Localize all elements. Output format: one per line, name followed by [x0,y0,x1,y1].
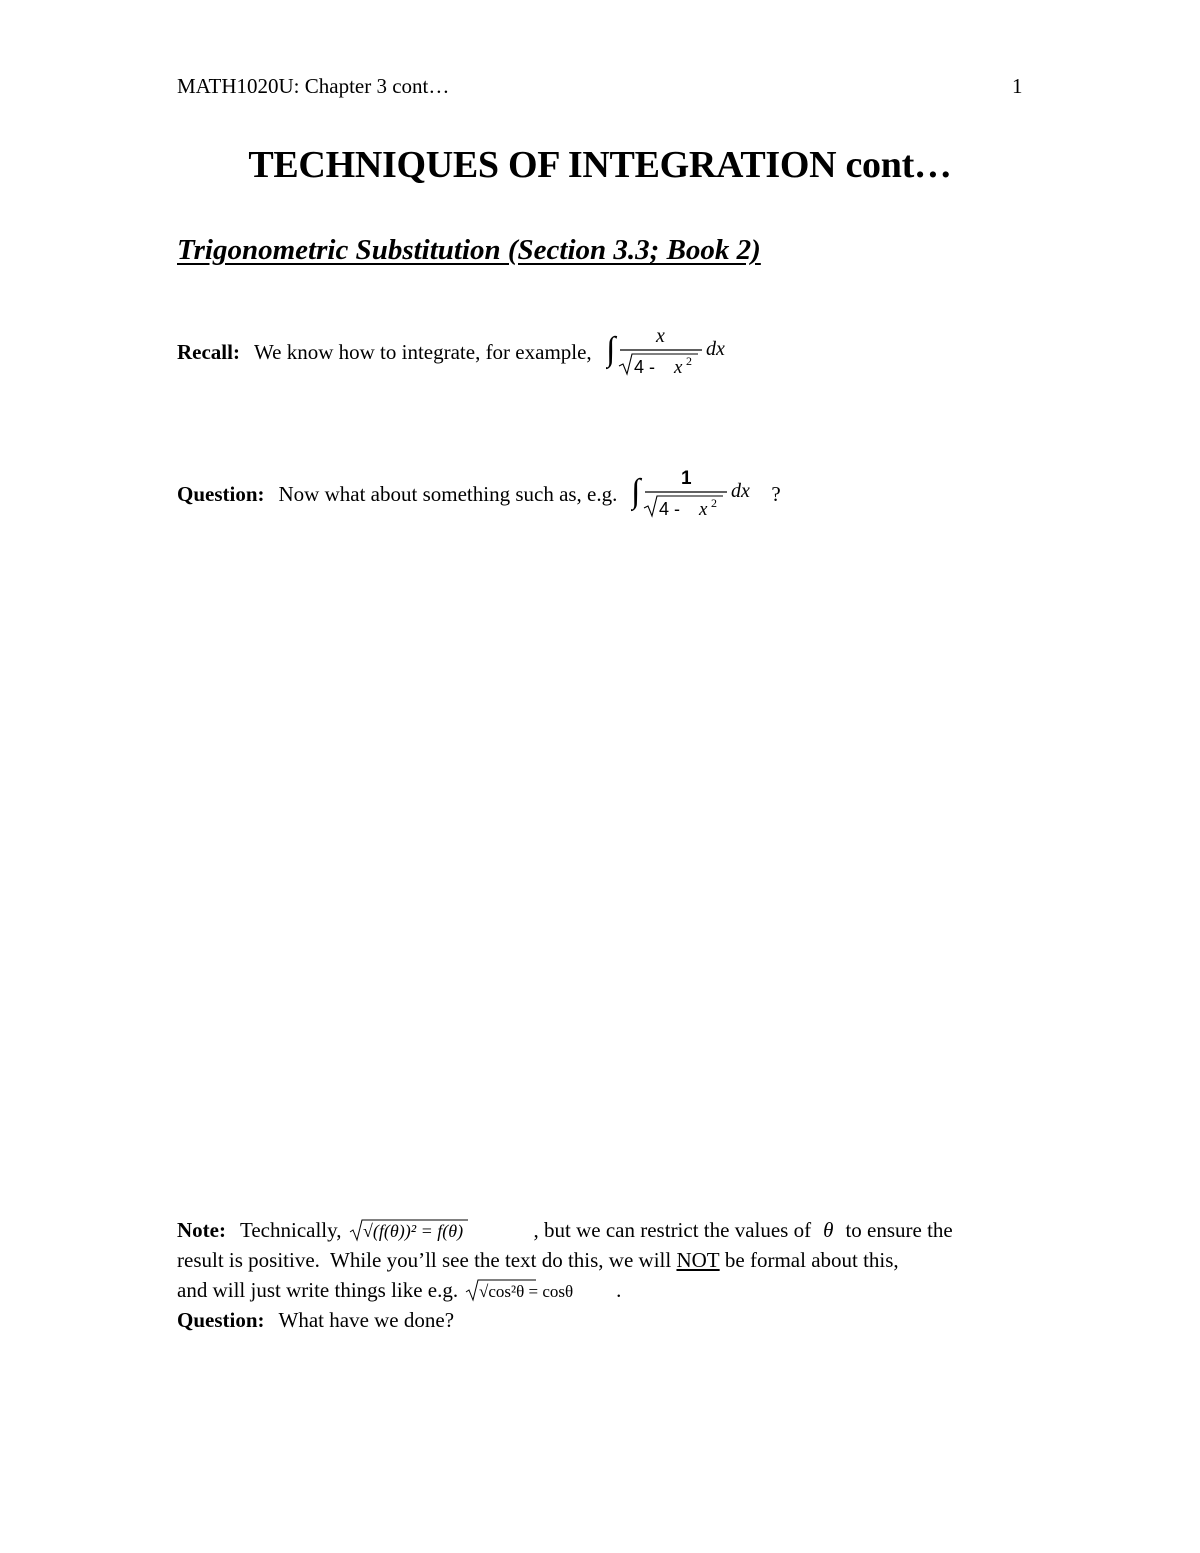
note-text-3: to ensure the [845,1218,953,1242]
question2-label: Question: [177,1308,265,1332]
emphasis-not: NOT [676,1248,720,1272]
differential: dx [731,480,751,502]
integral-sign: ∫ [631,473,641,510]
integral-expression [606,322,746,382]
note-line2-b: be formal about this, [719,1248,899,1272]
radicand-const: 4 - [659,499,681,519]
question2-row [177,1305,953,1335]
recall-line [177,322,746,382]
note-block [177,1215,953,1335]
question1-text: Now what about something such as, e.g. [278,481,618,506]
recall-label: Recall: [177,339,240,364]
radicand-const: 4 - [633,357,655,377]
note-row-2 [177,1245,953,1275]
note-line2-a: result is positive. While you’ll see the text do this, we will [177,1248,677,1272]
math-formula-2 [464,1275,624,1305]
numerator: x [655,325,665,347]
integral-formula [606,322,746,382]
exponent: 2 [685,354,692,368]
integral-formula-2 [631,464,771,524]
question1-label: Question: [177,481,265,506]
math-text: √cos²θ = cosθ [479,1282,574,1301]
math-text: √(f(θ))² = f(θ) [362,1221,463,1241]
page-number: 1 [1012,74,1023,98]
header-course: MATH1020U: Chapter 3 cont… [177,74,450,98]
question2-text: What have we done? [278,1308,455,1332]
note-label: Note: [177,1218,226,1242]
note-line3-a: and will just write things like e.g. [177,1278,459,1302]
note-text-2: , but we can restrict the values of [533,1218,812,1242]
differential: dx [705,338,725,360]
integral-sign: ∫ [605,331,616,368]
note-line3-b: . [616,1278,622,1302]
exponent: 2 [711,496,718,510]
question1-line [177,464,781,524]
theta-symbol: θ [823,1218,834,1242]
math-sqrt-f-theta [348,1215,528,1245]
recall-text: We know how to integrate, for example, [253,339,592,364]
numerator: 1 [681,468,692,489]
note-row-1 [177,1215,953,1245]
radicand-var: x [699,499,708,520]
note-text-1: Technically, [239,1218,342,1242]
note-row-3 [177,1275,953,1305]
integral-expression-2 [631,464,771,524]
math-formula-1 [348,1215,528,1245]
math-sqrt-cos [464,1275,624,1305]
page-title: TECHNIQUES OF INTEGRATION cont… [248,144,952,186]
radicand-var: x [673,357,683,378]
question1-trailing: ? [771,481,781,506]
section-heading: Trigonometric Substitution (Section 3.3; Book 2) [177,234,761,266]
